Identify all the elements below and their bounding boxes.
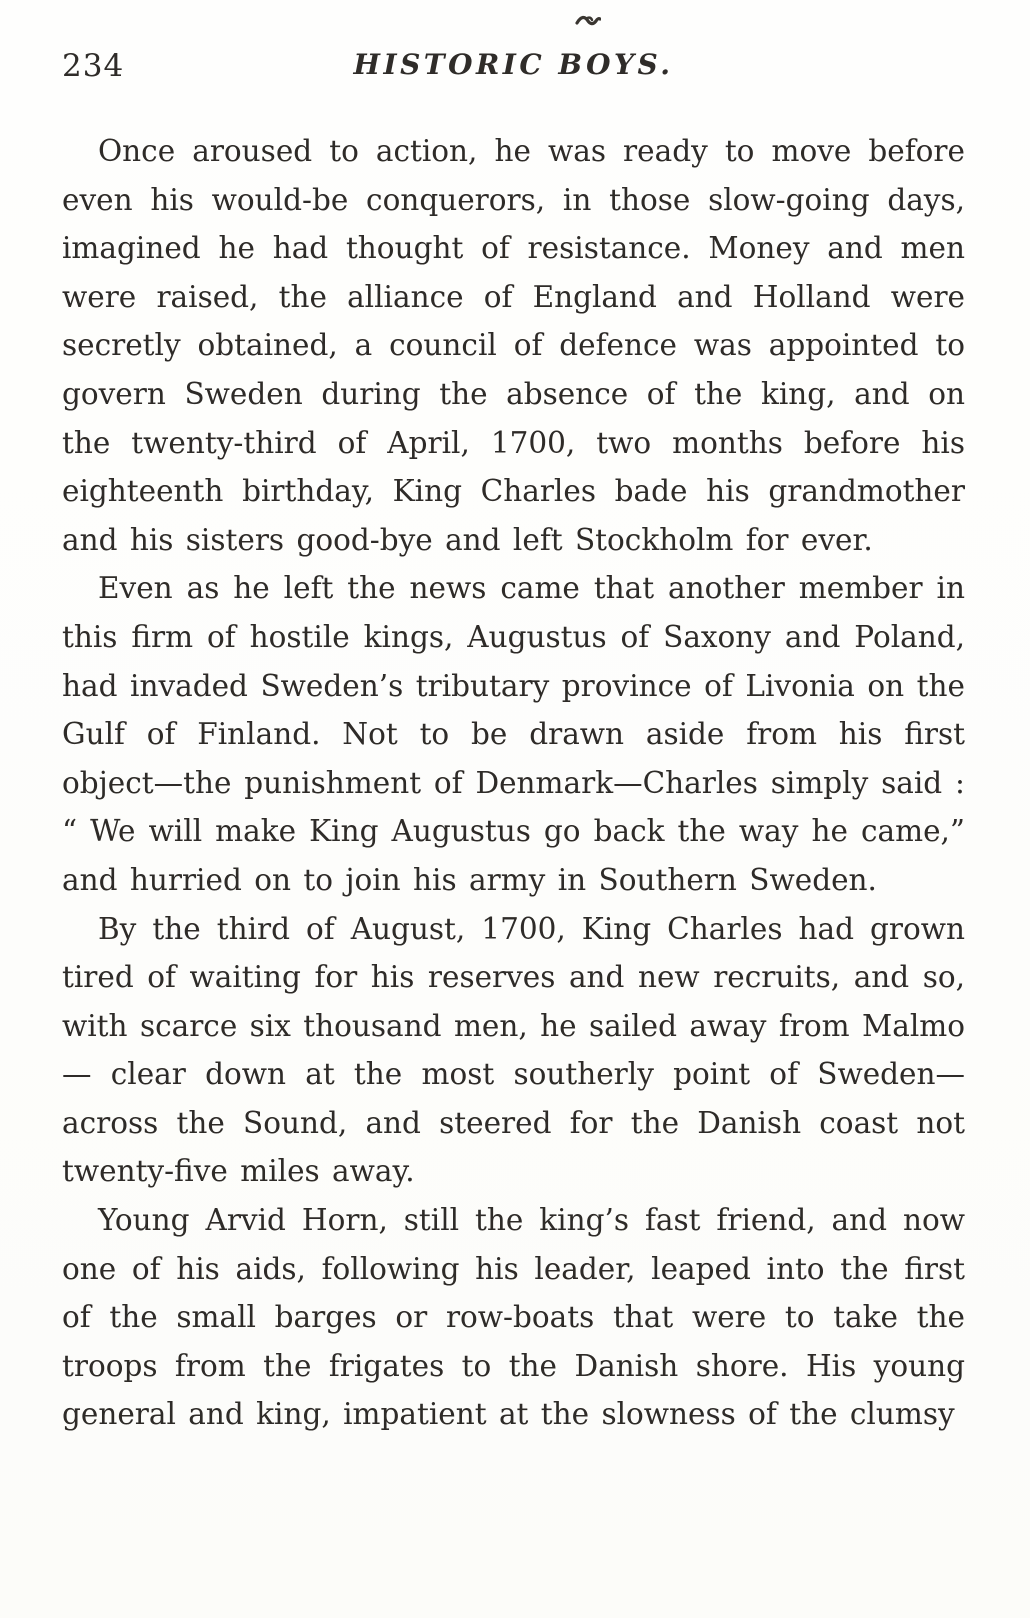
running-title: HISTORIC BOYS.	[353, 48, 674, 81]
page-content-area	[62, 34, 965, 1439]
page-header	[62, 34, 965, 94]
printers-ornament-icon	[575, 12, 601, 30]
page-body-text	[62, 127, 965, 1439]
paragraph: Even as he left the news came that another member in this firm of hostile kings, Augustus of Saxony and Poland, had invaded Sweden’s tributary province of Livonia on the Gulf of Finland. Not to be drawn aside from his first object—the punishment of Denmark—Charles simply said : “ We will make King Augustus go back the way he came,” and hurried on to join his army in Southern Sweden.	[62, 571, 965, 897]
paragraph: Young Arvid Horn, still the king’s fast friend, and now one of his aids, following his leader, leaped into the first of the small barges or row-boats that were to take the troops from the frigates to the Danish shore. His young general and king, impatient at the slowness of the clumsy	[62, 1203, 965, 1432]
page-number: 234	[62, 48, 125, 84]
paragraph: Once aroused to action, he was ready to move before even his would-be conquerors, in those slow-going days, imagined he had thought of resistance. Money and men were raised, the alliance of England and Holland were secretly obtained, a council of defence was appointed to govern Sweden during the absence of the king, and on the twenty-third of April, 1700, two months before his eighteenth birthday, King Charles bade his grandmother and his sisters good-bye and left Stockholm for ever.	[62, 134, 965, 557]
paragraph: By the third of August, 1700, King Charles had grown tired of waiting for his reserves and new recruits, and so, with scarce six thousand men, he sailed away from Malmo— clear down at the most southerly point of Sweden—across the Sound, and steered for the Danish coast not twenty-five miles away.	[62, 911, 965, 1189]
